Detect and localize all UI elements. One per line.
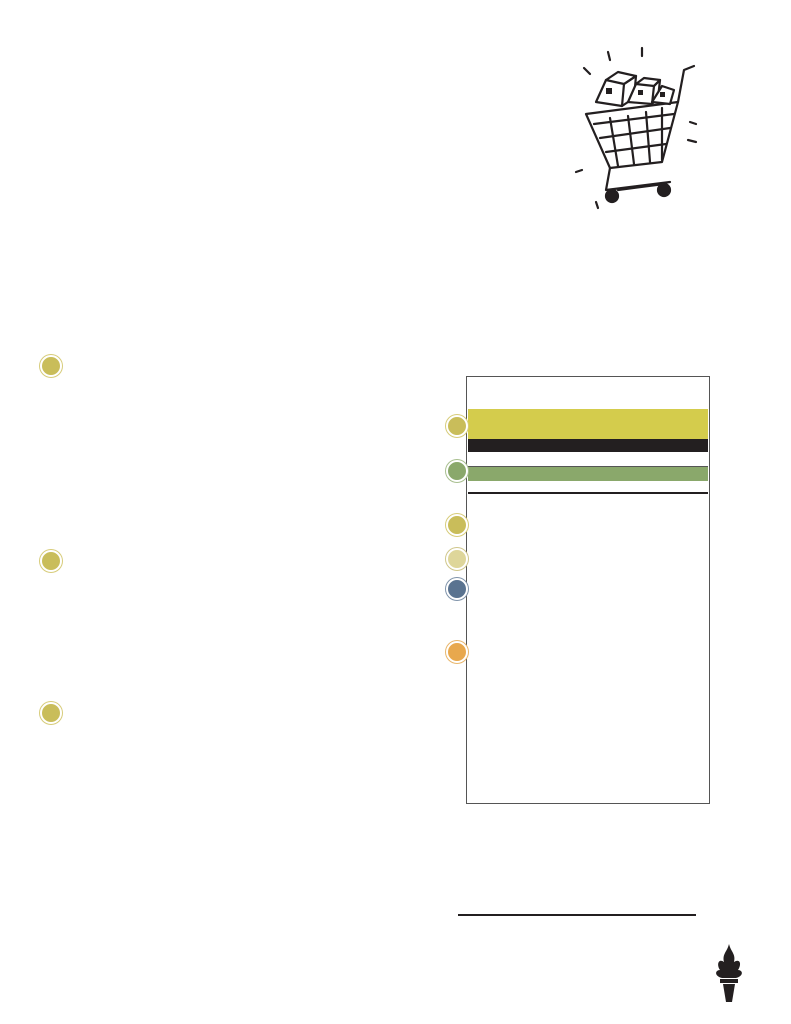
nutrition-facts-table bbox=[466, 376, 710, 804]
portion-band bbox=[468, 409, 708, 439]
dv-header-row bbox=[468, 481, 708, 494]
table-badge-3 bbox=[446, 514, 468, 536]
table-badge-2 bbox=[446, 460, 468, 482]
shopping-cart-icon bbox=[566, 44, 698, 214]
table-badge-1 bbox=[446, 415, 468, 437]
teneur-row bbox=[468, 452, 708, 467]
example-heading bbox=[462, 288, 702, 338]
step-badge-1 bbox=[40, 355, 62, 377]
step-badge-2 bbox=[40, 550, 62, 572]
table-badge-4 bbox=[446, 548, 468, 570]
table-badge-5 bbox=[446, 578, 468, 600]
snac-logo-block bbox=[458, 914, 718, 950]
torch-logo-icon bbox=[712, 944, 746, 1004]
calories-band bbox=[468, 467, 708, 481]
table-badge-6 bbox=[446, 641, 468, 663]
snac-rule bbox=[458, 914, 696, 916]
step-badge-3 bbox=[40, 702, 62, 724]
heavy-rule bbox=[468, 439, 708, 452]
page-title bbox=[48, 50, 568, 110]
